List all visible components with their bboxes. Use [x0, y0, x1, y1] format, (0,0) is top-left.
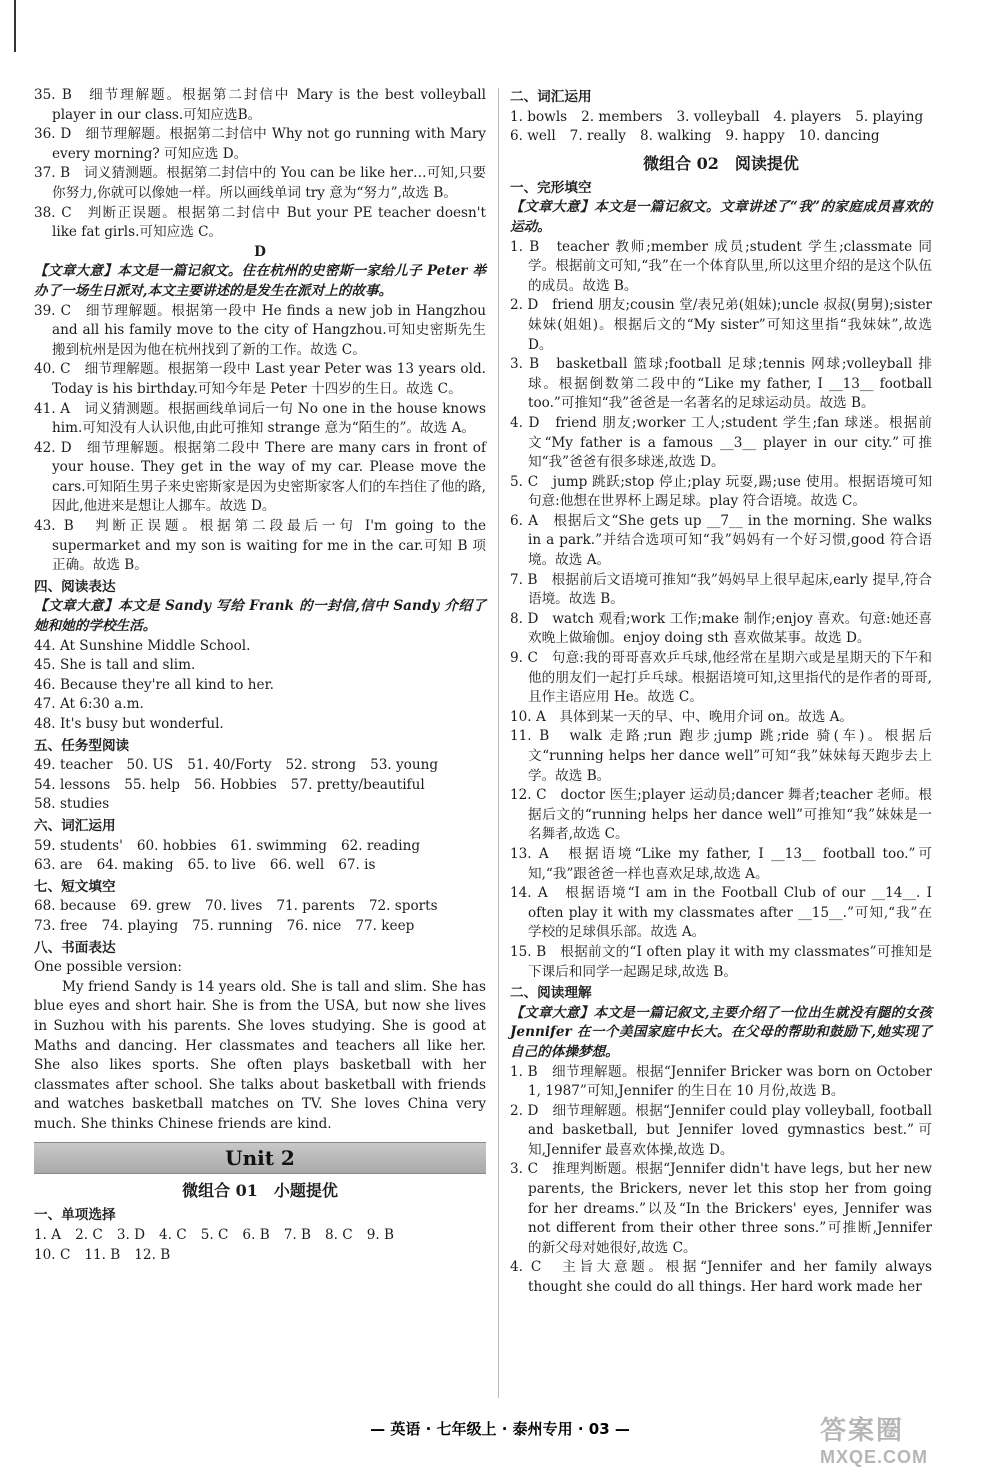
answer-item: 2. D friend 朋友;cousin 堂/表兄弟(姐妹);uncle 叔叔(舅舅);sister 妹妹(姐姐)。根据后文的“My sister”可知这里指“我妹妹”,故选 D。: [510, 297, 932, 353]
answer-cell: 69. grew: [130, 898, 192, 915]
summary-d: 【文章大意】本文是一篇记叙文。住在杭州的史密斯一家给儿子 Peter 举办了一场生日派对,本文主要讲述的是发生在派对上的故事。: [34, 263, 486, 299]
answer-cell: 2. members: [581, 108, 663, 125]
answer-row: [510, 127, 932, 147]
answer-cell: 7. B: [283, 1227, 311, 1244]
section-8-heading: 八、书面表达: [34, 939, 116, 956]
answer-cell: 11. B: [84, 1246, 121, 1263]
answer-item: 44. At Sunshine Middle School.: [34, 637, 251, 654]
cloze-heading: 一、完形填空: [510, 179, 592, 196]
single-choice-heading: 一、单项选择: [34, 1207, 116, 1224]
answer-cell: 8. C: [324, 1227, 353, 1244]
answer-item: 47. At 6:30 a.m.: [34, 696, 144, 713]
answer-item: 13. A 根据语境“Like my father, I __13__ football too.”可知,“我”跟爸爸一样也喜欢足球,故选 A。: [510, 845, 932, 882]
answer-cell: 50. US: [126, 757, 174, 774]
vocab-heading: 二、词汇运用: [510, 89, 592, 105]
answer-item: 35. B 细节理解题。根据第二封信中 Mary is the best volleyball player in our class.可知应选B。: [34, 87, 486, 123]
answer-cell: 3. D: [116, 1227, 146, 1244]
answer-item: 40. C 细节理解题。根据第一段中 Last year Peter was 13 years old. Today is his birthday.可知今年是 Peter 十四岁的生日。故选 C。: [34, 361, 486, 397]
answer-item: 4. C 主旨大意题。根据“Jennifer and her family always thought she could do all things. Her hard work made her: [510, 1259, 932, 1296]
answer-cell: 70. lives: [205, 898, 263, 915]
answer-row: [34, 1226, 486, 1246]
answer-item: 7. B 根据前后文语境可推知“我”妈妈早上很早起床,early 提早,符合语境。故选 B。: [510, 571, 932, 608]
answer-cell: 56. Hobbies: [194, 776, 277, 793]
answer-cell: 57. pretty/beautiful: [290, 776, 425, 793]
answer-cell: 54. lessons: [34, 776, 111, 793]
answer-cell: 74. playing: [101, 917, 179, 934]
answer-cell: 9. happy: [725, 128, 785, 145]
answer-item: 38. C 判断正误题。根据第二封信中 But your PE teacher doesn't like fat girls.可知应选 C。: [34, 204, 486, 241]
margin-rule: [14, 0, 16, 52]
right-column: [510, 86, 932, 1298]
answer-cell: 49. teacher: [34, 757, 113, 774]
answer-cell: 5. playing: [855, 108, 924, 125]
answer-row: [34, 1246, 486, 1266]
watermark-logo: [820, 1410, 990, 1466]
section-d-heading: D: [254, 243, 266, 260]
answer-cell: 4. C: [159, 1227, 187, 1244]
column-divider: [498, 88, 499, 1398]
answer-item: 3. C 推理判断题。根据“Jennifer didn't have legs, but her new parents, the Brickers, never let this stop her from going for her dreams.”以及“In the Brickers' eyes, Jennifer was not different from their other three sons.”可推断,Jennifer 的新父母对她很好,故选 C。: [510, 1161, 932, 1256]
answer-item: 39. C 细节理解题。根据第一段中 He finds a new job in Hangzhou and all his family move to the city of Hangzhou.可知史密斯先生搬到杭州是因为他在杭州找到了新的工作。故选 C。: [34, 302, 486, 358]
answer-cell: 65. to live: [187, 857, 256, 874]
answer-item: 8. D watch 观看;work 工作;make 制作;enjoy 喜欢。句意:她还喜欢晚上做瑜伽。enjoy doing sth 喜欢做某事。故选 D。: [510, 610, 932, 647]
answer-item: 1. B teacher 教师;member 成员;student 学生;classmate 同学。根据前文可知,“我”在一个体育队里,所以这里介绍的是这个队伍的成员。故选 B。: [510, 238, 932, 294]
answer-row: [34, 837, 486, 857]
answer-cell: 75. running: [192, 917, 273, 934]
answer-cell: 55. help: [124, 776, 180, 793]
answer-cell: 3. volleyball: [676, 108, 760, 125]
answer-cell: 1. bowls: [510, 108, 568, 125]
answer-row: [34, 756, 486, 776]
essay-intro: One possible version:: [34, 959, 182, 976]
watermark-url: MXQE.COM: [820, 1447, 929, 1467]
answer-cell: 1. A: [34, 1227, 62, 1244]
answer-cell: 76. nice: [286, 917, 342, 934]
answer-item: 3. B basketball 篮球;football 足球;tennis 网球;volleyball 排球。根据倒数第二段中的“Like my father, I __13__ football too.”可推知“我”爸爸是一名著名的足球运动员。故选 B。: [510, 356, 932, 412]
answer-cell: 2. C: [75, 1227, 103, 1244]
answer-cell: 6. B: [242, 1227, 270, 1244]
micro-group-title: 微组合 02 阅读提优: [643, 153, 799, 173]
cloze-summary: 【文章大意】本文是一篇记叙文。文章讲述了“我”的家庭成员喜欢的运动。: [510, 199, 932, 235]
answer-item: 10. A 具体到某一天的早、中、晚用介词 on。故选 A。: [510, 708, 854, 725]
reading-heading: 二、阅读理解: [510, 985, 592, 1002]
answer-cell: 63. are: [34, 857, 83, 874]
unit-banner: Unit 2: [34, 1142, 486, 1174]
answer-item: 43. B 判断正误题。根据第二段最后一句 I'm going to the supermarket and my son is waiting for me in the car.可知 B 项正确。故选 B。: [34, 518, 486, 574]
section-5-heading: 五、任务型阅读: [34, 737, 130, 754]
answer-cell: 8. walking: [640, 128, 712, 145]
answer-item: 45. She is tall and slim.: [34, 657, 196, 674]
model-essay: My friend Sandy is 14 years old. She is tall and slim. She has blue eyes and short hair. She is from the USA, but now she lives in Suzhou with his parents. She loves studying. She is good at Maths and dancing. Her classmates and teachers all like her. She also likes sports. She often plays basketball with her classmates after school. She talks about basketball with friends and watches basketball matches on TV. She loves China very much. She thinks Chinese friends are kind.: [34, 978, 486, 1132]
answer-row: [510, 108, 932, 128]
answer-item: 46. Because they're all kind to her.: [34, 676, 274, 693]
answer-item: 41. A 词义猜测题。根据画线单词后一句 No one in the house knows him.可知没有人认识他,由此可推知 strange 意为“陌生的”。故选 A。: [34, 400, 486, 437]
answer-item: 15. B 根据前文的“I often play it with my classmates”可推知是下课后和同学一起踢足球,故选 B。: [510, 943, 932, 980]
answer-cell: 66. well: [269, 857, 325, 874]
answer-cell: 6. well: [510, 128, 556, 145]
answer-cell: 53. young: [370, 757, 439, 774]
page-footer: — 英语 · 七年级上 · 泰州专用 · 03 —: [370, 1420, 630, 1438]
answer-row: [34, 856, 486, 876]
answer-item: 48. It's busy but wonderful.: [34, 716, 224, 732]
answer-cell: 7. really: [569, 128, 626, 145]
reading-summary: 【文章大意】本文是一篇记叙文,主要介绍了一位出生就没有腿的女孩 Jennifer 在一个美国家庭中长大。在父母的帮助和鼓励下,她实现了自己的体操梦想。: [510, 1004, 932, 1060]
answer-cell: 4. players: [773, 108, 842, 125]
answer-item: 4. D friend 朋友;worker 工人;student 学生;fan 球迷。根据前文“My father is a famous __3__ player in our city.”可推知“我”爸爸有很多球迷,故选 D。: [510, 414, 932, 471]
answer-cell: 58. studies: [34, 796, 110, 813]
answer-cell: 10. C: [34, 1246, 71, 1263]
answer-cell: 52. strong: [285, 757, 357, 774]
answer-item: 37. B 词义猜测题。根据第二封信中的 You can be like her…可知,只要你努力,你就可以像她一样。所以画线单词 try 意为“努力”,故选 B。: [34, 165, 486, 201]
answer-cell: 68. because: [34, 898, 117, 915]
answer-row: [34, 897, 486, 917]
answer-item: 1. B 细节理解题。根据“Jennifer Bricker was born on October 1, 1987”可知,Jennifer 的生日在 10 月份,故选 B。: [510, 1063, 932, 1100]
answer-cell: 9. B: [366, 1227, 394, 1244]
answer-cell: 51. 40/Forty: [187, 757, 272, 774]
answer-cell: 10. dancing: [798, 128, 880, 145]
section-4-summary: 【文章大意】本文是 Sandy 写给 Frank 的一封信,信中 Sandy 介绍了她和她的学校生活。: [34, 598, 486, 635]
answer-cell: 60. hobbies: [136, 837, 217, 854]
answer-cell: 5. C: [200, 1227, 229, 1244]
section-6-heading: 六、词汇运用: [34, 817, 116, 834]
answer-cell: 73. free: [34, 917, 88, 934]
answer-cell: 61. swimming: [230, 837, 327, 854]
answer-row: [34, 776, 486, 796]
answer-cell: 64. making: [96, 857, 174, 874]
answer-cell: 72. sports: [368, 898, 438, 915]
section-7-heading: 七、短文填空: [34, 878, 116, 895]
answer-cell: 59. students': [34, 837, 123, 854]
answer-cell: 12. B: [134, 1246, 171, 1263]
answer-item: 11. B walk 走路;run 跑步;jump 跳;ride 骑(车)。根据后文“running helps her dance well”可知“我”妹妹每天跑步去上学。故选 B。: [510, 728, 932, 784]
answer-cell: 71. parents: [276, 898, 355, 915]
answer-row: [34, 795, 486, 815]
answer-item: 5. C jump 跳跃;stop 停止;play 玩耍,踢;use 使用。根据语境可知句意:他想在世界杯上踢足球。play 符合语境。故选 C。: [510, 473, 932, 510]
answer-row: [34, 917, 486, 937]
answer-cell: 77. keep: [355, 917, 415, 934]
answer-item: 14. A 根据语境“I am in the Football Club of our __14__. I often play it with my classmates after __15__.”可知,“我”在学校的足球俱乐部。故选 A。: [510, 885, 932, 941]
micro-group-title: 微组合 01 小题提优: [182, 1181, 338, 1201]
watermark-text: 答案圈: [820, 1415, 905, 1445]
answer-item: 42. D 细节理解题。根据第二段中 There are many cars in front of your house. They get in the way of my car. Please move the cars.可知陌生男子来史密斯家是因为史密斯家客人们的车挡住了他的路,因此,他进来是想让人挪车。故选 D。: [34, 439, 486, 515]
answer-item: 36. D 细节理解题。根据第二封信中 Why not go running with Mary every morning? 可知应选 D。: [34, 126, 486, 162]
answer-item: 6. A 根据后文“She gets up __7__ in the morning. She walks in a park.”并结合选项可知“我”妈妈有一个好习惯,good 符合语境。故选 A。: [510, 512, 932, 569]
answer-item: 2. D 细节理解题。根据“Jennifer could play volleyball, football and basketball, but Jennifer loved gymnastics best.”可知,Jennifer 最喜欢体操,故选 D。: [510, 1102, 932, 1158]
left-column: [34, 86, 486, 1265]
section-4-heading: 四、阅读表达: [34, 578, 116, 595]
answer-item: 9. C 句意:我的哥哥喜欢乒乓球,他经常在星期六或是星期天的下午和他的朋友们一起打乒乓球。根据语境可知,这里指代的是作者的哥哥,且作主语应用 He。故选 C。: [510, 650, 932, 706]
answer-item: 12. C doctor 医生;player 运动员;dancer 舞者;teacher 老师。根据后文的“running helps her dance well”可推知“我”妹妹是一名舞者,故选 C。: [510, 787, 932, 843]
answer-cell: 67. is: [338, 857, 376, 874]
answer-cell: 62. reading: [340, 837, 421, 854]
